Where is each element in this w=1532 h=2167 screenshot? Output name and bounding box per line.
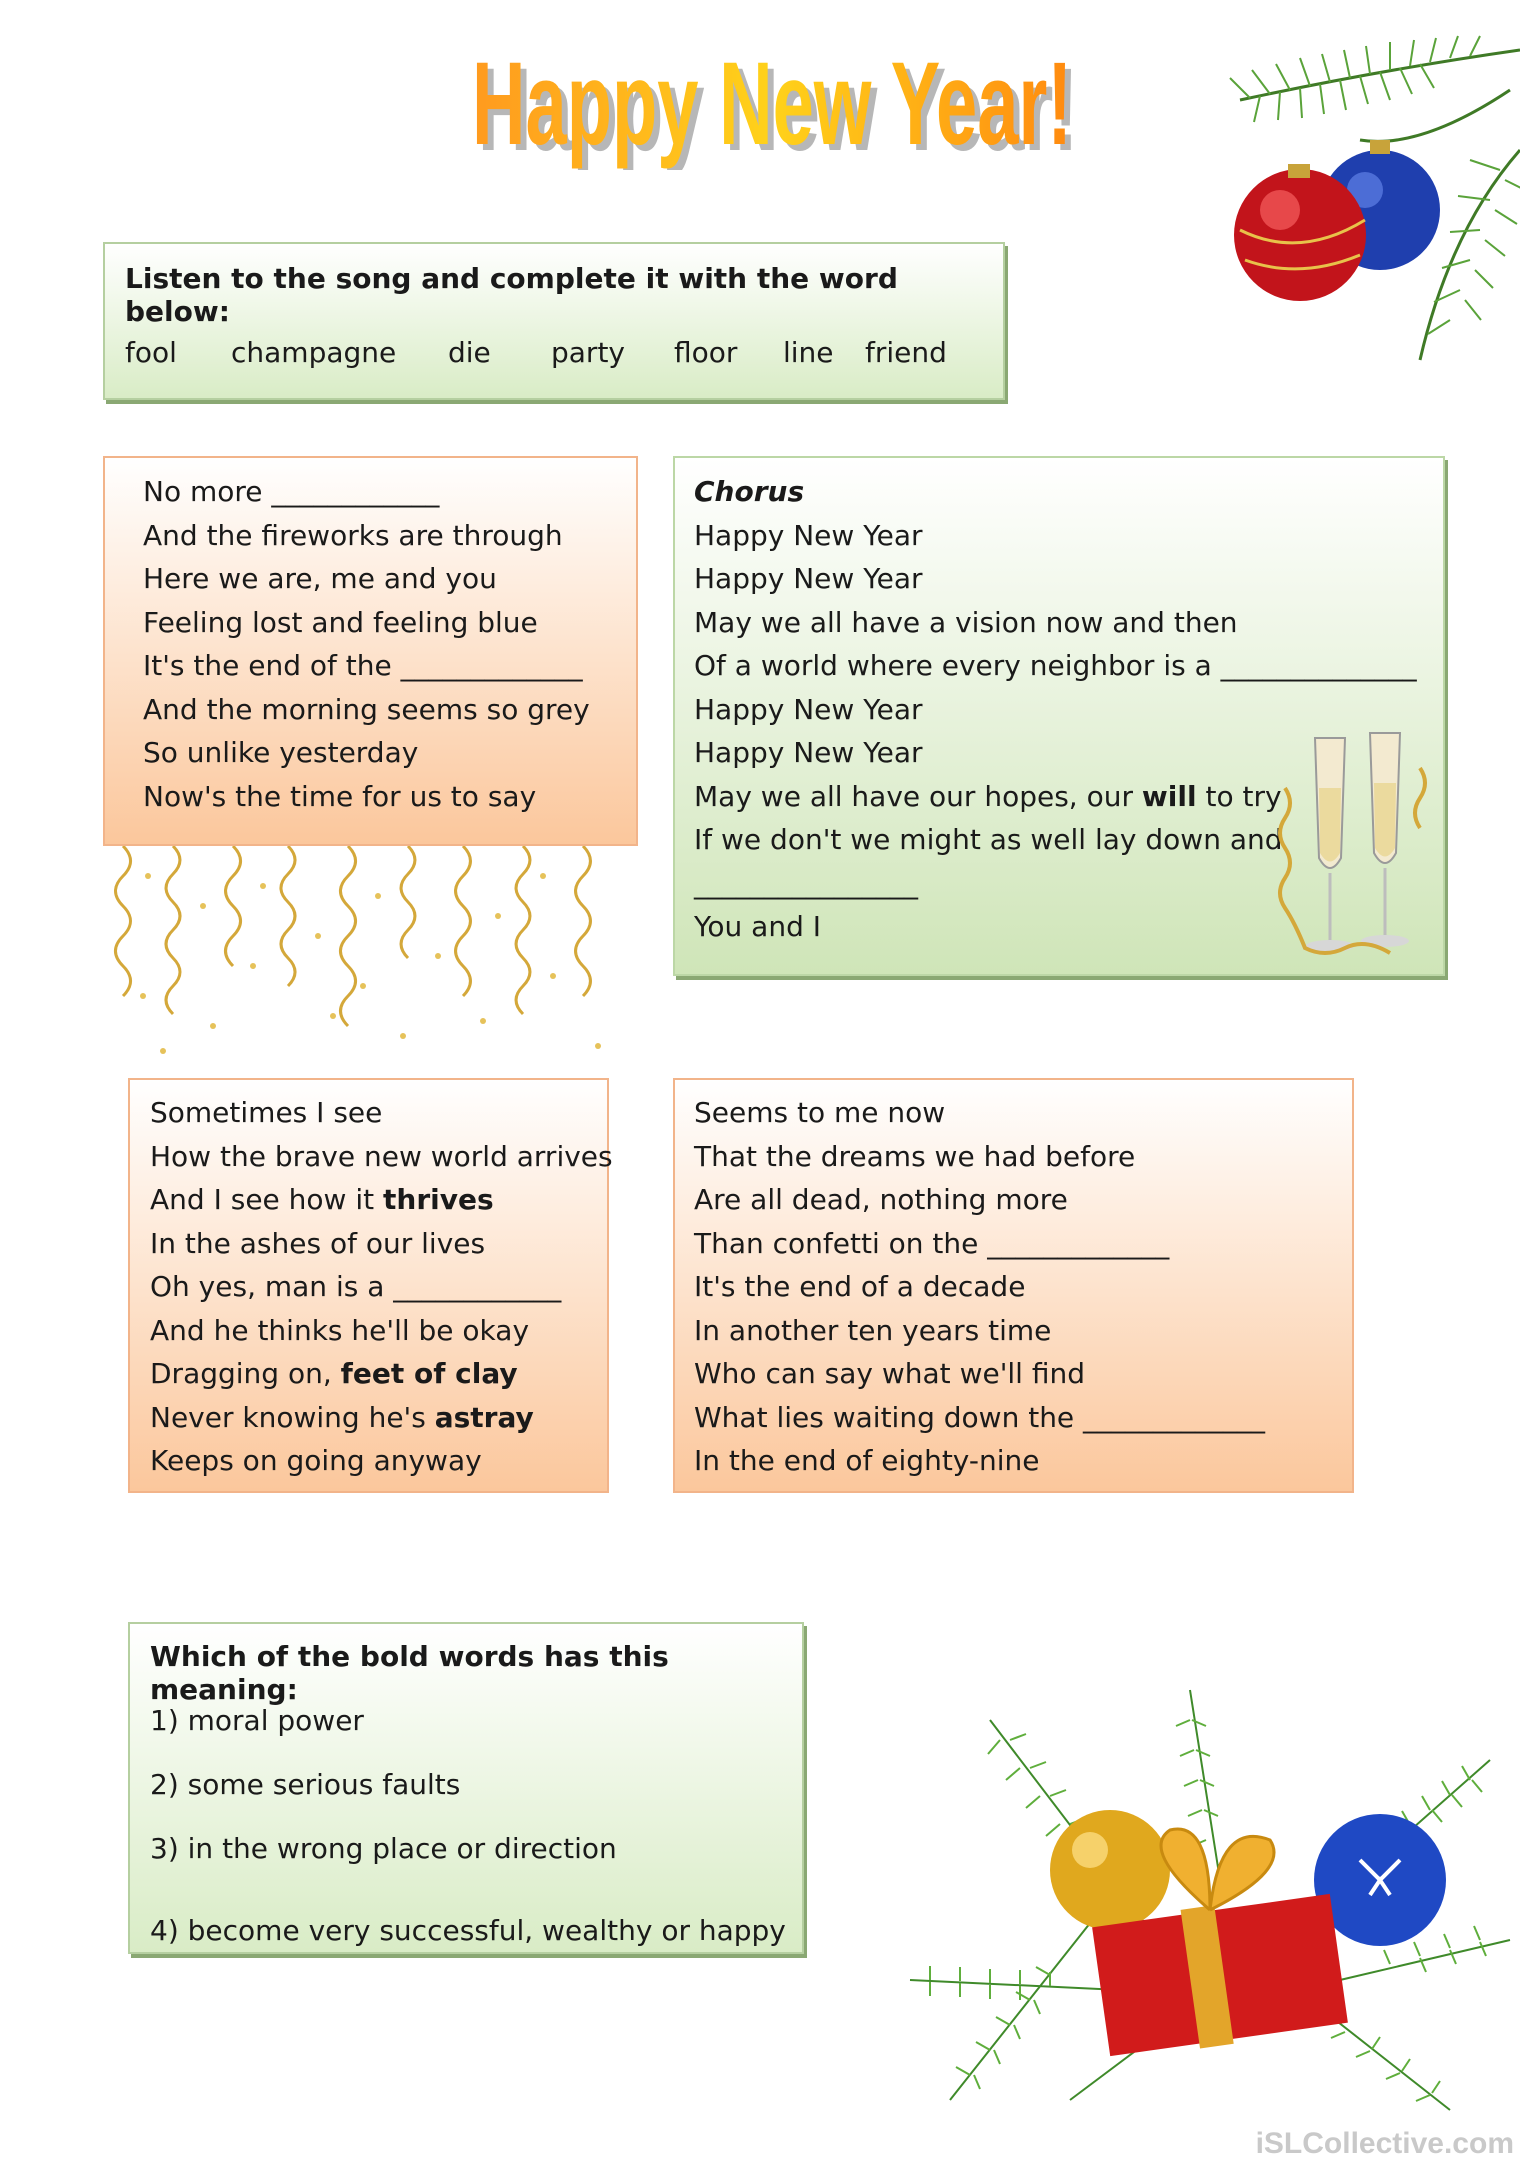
lyric-line: Of a world where every neighbor is a ______________ xyxy=(694,649,1417,682)
lyric-line: And the fireworks are through xyxy=(143,518,563,552)
lyric-line: Sometimes I see xyxy=(150,1096,383,1129)
lyric-line: Happy New Year xyxy=(694,562,923,595)
lyric-line: Are all dead, nothing more xyxy=(694,1183,1068,1216)
lyric-line: Keeps on going anyway xyxy=(150,1444,482,1477)
verse-2-lyrics xyxy=(150,1091,613,1483)
word-bank-word: friend xyxy=(865,336,947,369)
page-title xyxy=(462,30,1082,170)
lyric-line: Oh yes, man is a ____________ xyxy=(150,1270,562,1303)
question-heading: Which of the bold words has this meaning: xyxy=(150,1640,669,1706)
lyric-line: ________________ xyxy=(694,866,918,900)
verse-3-lyrics xyxy=(694,1091,1265,1483)
verse-3-box xyxy=(673,1078,1354,1493)
lyric-text: to try xyxy=(1196,779,1282,813)
word-bank-box xyxy=(103,242,1005,400)
lyric-line: You and I xyxy=(694,910,821,943)
lyric-line: In the ashes of our lives xyxy=(150,1226,486,1260)
lyric-line: If we don't we might as well lay down and xyxy=(694,823,1283,856)
lyric-line: No more ____________ xyxy=(143,475,440,508)
lyric-line: In another ten years time xyxy=(694,1313,1052,1347)
lyric-text: Never knowing he's xyxy=(150,1400,435,1434)
question-item: 2) some serious faults xyxy=(150,1768,461,1801)
confetti-streamers-icon xyxy=(103,846,615,1068)
word-bank-word: champagne xyxy=(231,336,397,369)
watermark: iSLCollective.com xyxy=(1255,2127,1514,2160)
word-bank-word: floor xyxy=(674,336,738,369)
question-item: 4) become very successful, wealthy or happy xyxy=(150,1914,786,1947)
word-bank-word: fool xyxy=(125,336,177,369)
title-text: Happy New Year! xyxy=(472,38,1072,170)
lyric-line: Happy New Year xyxy=(694,518,923,552)
lyric-line: Feeling lost and feeling blue xyxy=(143,605,538,639)
lyric-text: And I see how it xyxy=(150,1183,384,1216)
bold-word: thrives xyxy=(383,1183,494,1216)
verse-1-box xyxy=(103,456,638,846)
champagne-glasses-icon xyxy=(1275,728,1435,968)
lyric-line: So unlike yesterday xyxy=(143,736,419,769)
bold-word: will xyxy=(1141,779,1197,813)
word-bank-instruction: Listen to the song and complete it with the word below: xyxy=(125,262,898,328)
lyric-line: Here we are, me and you xyxy=(143,562,497,595)
lyric-text: May we all have our hopes, our xyxy=(694,779,1142,813)
bold-word: feet of clay xyxy=(340,1357,518,1390)
lyric-line: Happy New Year xyxy=(694,736,923,769)
verse-2-box xyxy=(128,1078,613,1493)
lyric-line: In the end of eighty-nine xyxy=(694,1444,1040,1477)
lyric-line: How the brave new world arrives xyxy=(150,1139,613,1173)
lyric-line: And the morning seems so grey xyxy=(143,692,590,726)
lyric-line: Who can say what we'll find xyxy=(694,1357,1086,1390)
chorus-heading: Chorus xyxy=(694,475,805,508)
lyric-text: Dragging on, xyxy=(150,1357,341,1390)
question-item: 1) moral power xyxy=(150,1704,364,1737)
word-bank-word: die xyxy=(448,336,491,369)
lyric-line xyxy=(150,1396,613,1440)
verse-1-lyrics xyxy=(143,470,590,818)
title-shadow: Happy New Year! xyxy=(478,44,1078,170)
lyric-line: That the dreams we had before xyxy=(694,1139,1136,1173)
lyric-line: It's the end of a decade xyxy=(694,1270,1026,1303)
question-box xyxy=(128,1622,804,1954)
lyric-line xyxy=(150,1352,613,1396)
lyric-line: May we all have a vision now and then xyxy=(694,605,1238,639)
lyric-line: Happy New Year xyxy=(694,692,923,726)
word-bank-word: party xyxy=(551,336,625,369)
question-item: 3) in the wrong place or direction xyxy=(150,1832,617,1865)
lyric-line: It's the end of the _____________ xyxy=(143,649,583,682)
lyric-line: Than confetti on the _____________ xyxy=(694,1226,1170,1260)
lyric-line: Now's the time for us to say xyxy=(143,779,537,813)
word-bank-word: line xyxy=(783,336,834,369)
bold-word: astray xyxy=(434,1400,534,1434)
lyric-line: What lies waiting down the _____________ xyxy=(694,1400,1266,1434)
lyric-line: And he thinks he'll be okay xyxy=(150,1313,530,1347)
lyric-line: Seems to me now xyxy=(694,1096,946,1129)
christmas-baubles-icon xyxy=(1120,30,1520,370)
christmas-gift-icon xyxy=(890,1680,1530,2120)
chorus-box xyxy=(673,456,1445,976)
lyric-line xyxy=(150,1178,613,1222)
